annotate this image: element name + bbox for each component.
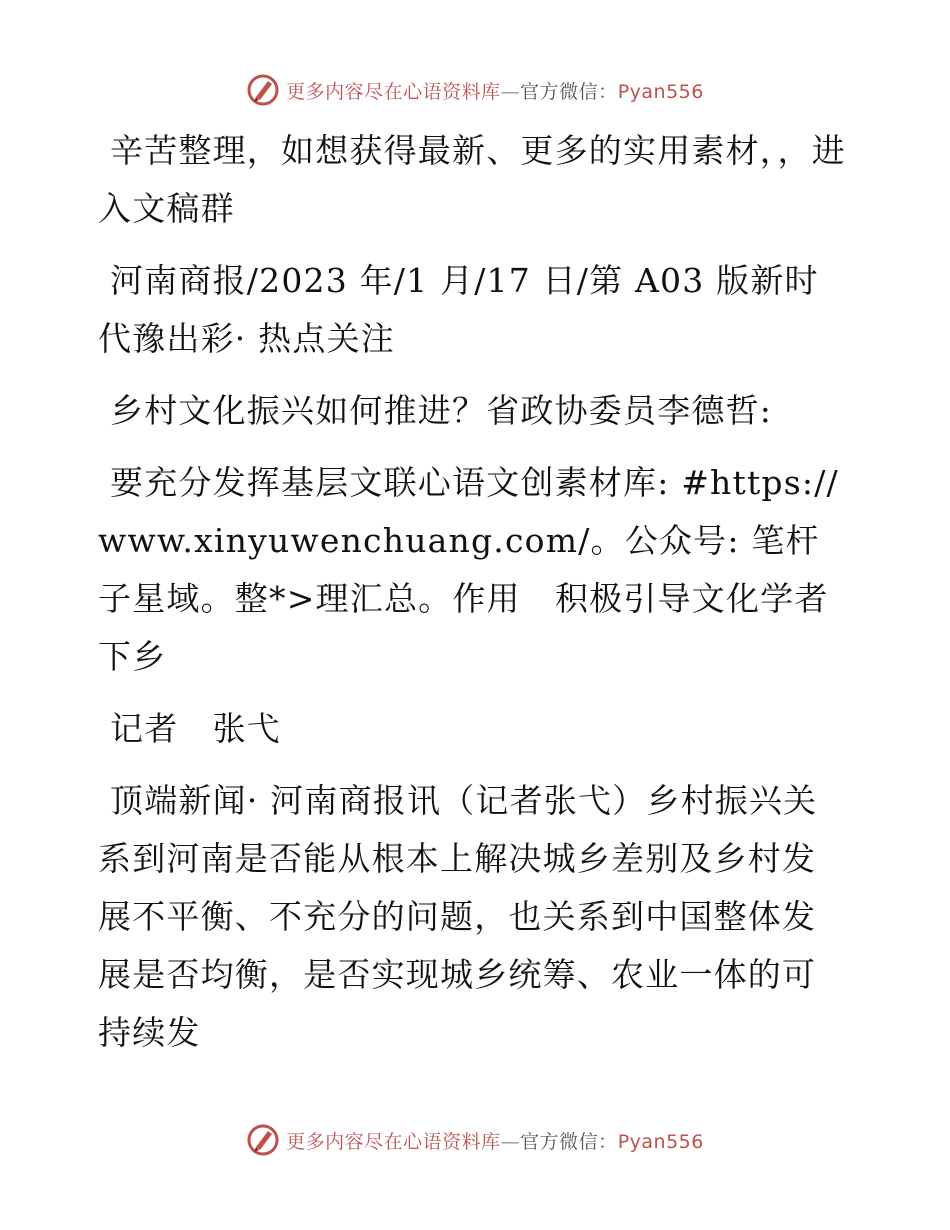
header-banner (0, 72, 950, 108)
paragraph-intro: 辛苦整理，如想获得最新、更多的实用素材，，进入文稿群 (98, 131, 846, 228)
banner-text (286, 77, 704, 104)
banner-wechat-id: Pyan556 (617, 80, 704, 103)
banner-main: 更多内容尽在心语资料库 (286, 80, 501, 103)
footer-banner (0, 1122, 950, 1158)
pen-logo-icon (246, 1123, 280, 1157)
paragraph-subheadline: 要充分发挥基层文联心语文创素材库: #https://www.xinyuwenchuang.com/。公众号: 笔杆子星域。整*>理汇总。作用 积极引导文化学者下乡 (98, 463, 839, 676)
banner-separator: — (500, 1130, 521, 1153)
paragraph-byline: 记者 张弋 (110, 709, 281, 748)
banner-main: 更多内容尽在心语资料库 (286, 1130, 501, 1153)
banner-wechat-id: Pyan556 (617, 1130, 704, 1153)
banner-text (286, 1127, 704, 1154)
banner-separator: — (500, 80, 521, 103)
banner-official: 官方微信： (520, 80, 618, 103)
pen-logo-icon (246, 73, 280, 107)
paragraph-body: 顶端新闻· 河南商报讯（记者张弋）乡村振兴关系到河南是否能从根本上解决城乡差别及乡村发展不平衡、不充分的问题，也关系到中国整体发展是否均衡，是否实现城乡统筹、农业一体的可持续发 (98, 781, 818, 1052)
banner-official: 官方微信： (520, 1130, 618, 1153)
document-body (98, 122, 850, 1062)
paragraph-source: 河南商报/2023 年/1 月/17 日/第 A03 版新时代豫出彩· 热点关注 (98, 261, 819, 358)
paragraph-headline: 乡村文化振兴如何推进？省政协委员李德哲: (110, 391, 773, 430)
